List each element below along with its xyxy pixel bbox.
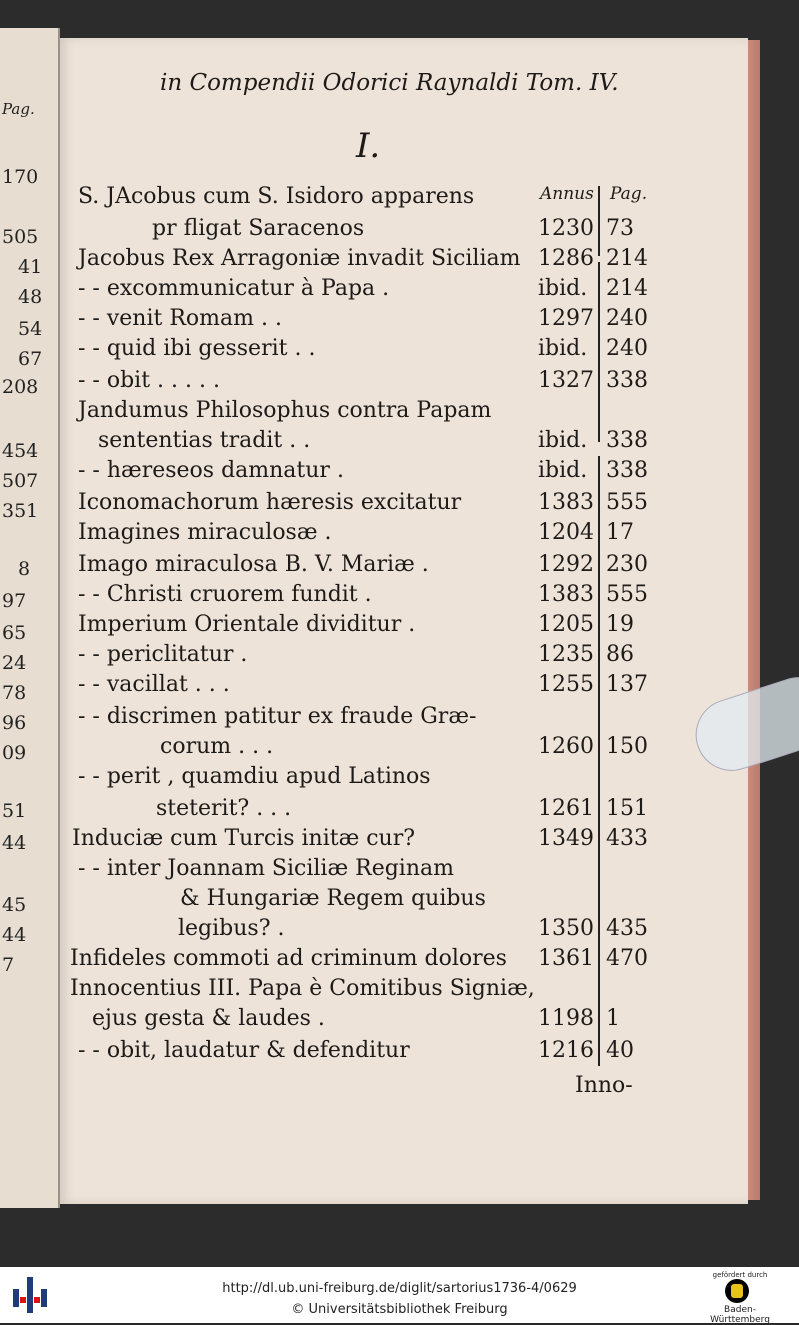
facing-page-number: 507: [2, 470, 39, 492]
index-entry-text: Induciæ cum Turcis initæ cur?: [72, 826, 416, 851]
index-entry-text: corum . . .: [160, 734, 274, 759]
index-entry-year: 1349: [538, 826, 594, 851]
column-header-annus: Annus: [540, 184, 594, 204]
facing-page-number: 45: [2, 894, 27, 916]
index-entry-year: 1361: [538, 946, 594, 971]
facing-page-edge: [0, 28, 60, 1208]
index-entry-page: 240: [606, 306, 648, 331]
index-entry-page: 1: [606, 1006, 620, 1031]
index-entry-text: Imago miraculosa B. V. Mariæ .: [78, 552, 429, 577]
index-entry-page: 137: [606, 672, 648, 697]
index-entry-year: 1350: [538, 916, 594, 941]
index-entry-text: steterit? . . .: [156, 796, 292, 821]
index-entry-text: - - Christi cruorem fundit .: [78, 582, 372, 607]
index-entry-text: - - venit Romam . .: [78, 306, 282, 331]
facing-page-number: 65: [2, 622, 27, 644]
index-entry-year: 1216: [538, 1038, 594, 1063]
index-entry-page: 86: [606, 642, 634, 667]
index-entry-text: Imperium Orientale dividitur .: [78, 612, 416, 637]
facing-page-number: 24: [2, 652, 27, 674]
column-rule: [598, 262, 600, 442]
index-entry-year: ibid.: [538, 428, 588, 453]
facing-page-number: 208: [2, 376, 39, 398]
facing-page-number: 96: [2, 712, 27, 734]
facing-page-number: 7: [2, 954, 15, 976]
index-entry-page: 433: [606, 826, 648, 851]
index-entry-text: - - obit, laudatur & defenditur: [78, 1038, 410, 1063]
section-letter: I.: [356, 126, 381, 166]
index-entry-text: - - hæreseos damnatur .: [78, 458, 344, 483]
index-entry-text: ejus gesta & laudes .: [92, 1006, 325, 1031]
index-entry-page: 214: [606, 276, 648, 301]
index-entry-page: 338: [606, 458, 648, 483]
index-entry-page: 151: [606, 796, 648, 821]
index-entry-year: ibid.: [538, 276, 588, 301]
index-entry-year: 1235: [538, 642, 594, 667]
facing-page-number: 54: [18, 318, 43, 340]
index-entry-page: 555: [606, 582, 648, 607]
index-entry-page: 338: [606, 428, 648, 453]
index-entry-year: 1204: [538, 520, 594, 545]
index-entry-year: 1198: [538, 1006, 594, 1031]
index-entry-text: - - inter Joannam Siciliæ Reginam: [78, 856, 454, 881]
column-rule: [598, 456, 600, 1066]
index-entry-year: 1255: [538, 672, 594, 697]
facing-page-number: 454: [2, 440, 39, 462]
index-entry-text: - - obit . . . . .: [78, 368, 220, 393]
index-entry-year: ibid.: [538, 336, 588, 361]
index-entry-text: sententias tradit . .: [98, 428, 311, 453]
index-entry-text: legibus? .: [178, 916, 285, 941]
index-entry-year: 1292: [538, 552, 594, 577]
viewer-footer: [0, 1267, 799, 1323]
index-entry-page: 73: [606, 216, 634, 241]
index-entry-text: - - vacillat . . .: [78, 672, 230, 697]
facing-page-number: 170: [2, 166, 39, 188]
index-entry-page: 470: [606, 946, 648, 971]
index-entry-text: Jacobus Rex Arragoniæ invadit Siciliam: [78, 246, 521, 271]
permalink[interactable]: http://dl.ub.uni-freiburg.de/diglit/sartorius1736-4/0629: [222, 1281, 577, 1296]
column-rule: [598, 186, 600, 256]
index-entry-year: 1205: [538, 612, 594, 637]
index-entry-text: - - discrimen patitur ex fraude Græ-: [78, 704, 477, 729]
index-entry-text: - - periclitatur .: [78, 642, 248, 667]
column-header-pag: Pag.: [610, 184, 648, 204]
index-entry-year: 1383: [538, 582, 594, 607]
index-entry-page: 150: [606, 734, 648, 759]
index-entry-page: 230: [606, 552, 648, 577]
facing-page-number: 78: [2, 682, 27, 704]
index-entry-year: ibid.: [538, 458, 588, 483]
facing-page-header: Pag.: [2, 100, 35, 118]
index-entry-page: 240: [606, 336, 648, 361]
copyright-notice: © Universitätsbibliothek Freiburg: [291, 1302, 508, 1317]
index-entry-text: pr fligat Saracenos: [152, 216, 365, 241]
index-entry-page: 214: [606, 246, 648, 271]
catchword: Inno-: [575, 1073, 633, 1098]
index-entry-page: 17: [606, 520, 634, 545]
index-entry-year: 1327: [538, 368, 594, 393]
index-entry-page: 338: [606, 368, 648, 393]
facing-page-number: 97: [2, 590, 27, 612]
index-entry-page: 19: [606, 612, 634, 637]
index-entry-text: Iconomachorum hæresis excitatur: [78, 490, 462, 515]
state-seal-icon: [725, 1279, 749, 1303]
index-entry-page: 40: [606, 1038, 634, 1063]
facing-page-number: 41: [18, 256, 43, 278]
index-entry-text: Imagines miraculosæ .: [78, 520, 332, 545]
facing-page-number: 67: [18, 348, 43, 370]
funder-label: gefördert durch: [712, 1271, 768, 1279]
index-entry-text: - - excommunicatur à Papa .: [78, 276, 390, 301]
index-entry-text: - - perit , quamdiu apud Latinos: [78, 764, 431, 789]
index-entry-year: 1383: [538, 490, 594, 515]
index-entry-year: 1230: [538, 216, 594, 241]
facing-page-number: 44: [2, 924, 27, 946]
running-head: in Compendii Odorici Raynaldi Tom. IV.: [160, 70, 619, 96]
facing-page-number: 44: [2, 832, 27, 854]
facing-page-number: 8: [18, 558, 31, 580]
index-entry-text: - - quid ibi gesserit . .: [78, 336, 316, 361]
index-entry-year: 1297: [538, 306, 594, 331]
facing-page-number: 51: [2, 800, 27, 822]
index-entry-text: & Hungariæ Regem quibus: [180, 886, 486, 911]
index-entry-text: S. JAcobus cum S. Isidoro apparens: [78, 184, 475, 209]
index-entry-year: 1260: [538, 734, 594, 759]
funder-name: Baden-Württemberg: [710, 1305, 770, 1325]
index-entry-year: 1286: [538, 246, 594, 271]
index-entry-year: 1261: [538, 796, 594, 821]
index-entry-text: Innocentius III. Papa è Comitibus Signiæ,: [70, 976, 535, 1001]
facing-page-number: 351: [2, 500, 39, 522]
index-entry-page: 435: [606, 916, 648, 941]
facing-page-number: 48: [18, 286, 43, 308]
index-entry-text: Jandumus Philosophus contra Papam: [78, 398, 492, 423]
facing-page-number: 09: [2, 742, 27, 764]
facing-page-number: 505: [2, 226, 39, 248]
index-entry-page: 555: [606, 490, 648, 515]
index-entry-text: Infideles commoti ad criminum dolores: [70, 946, 507, 971]
